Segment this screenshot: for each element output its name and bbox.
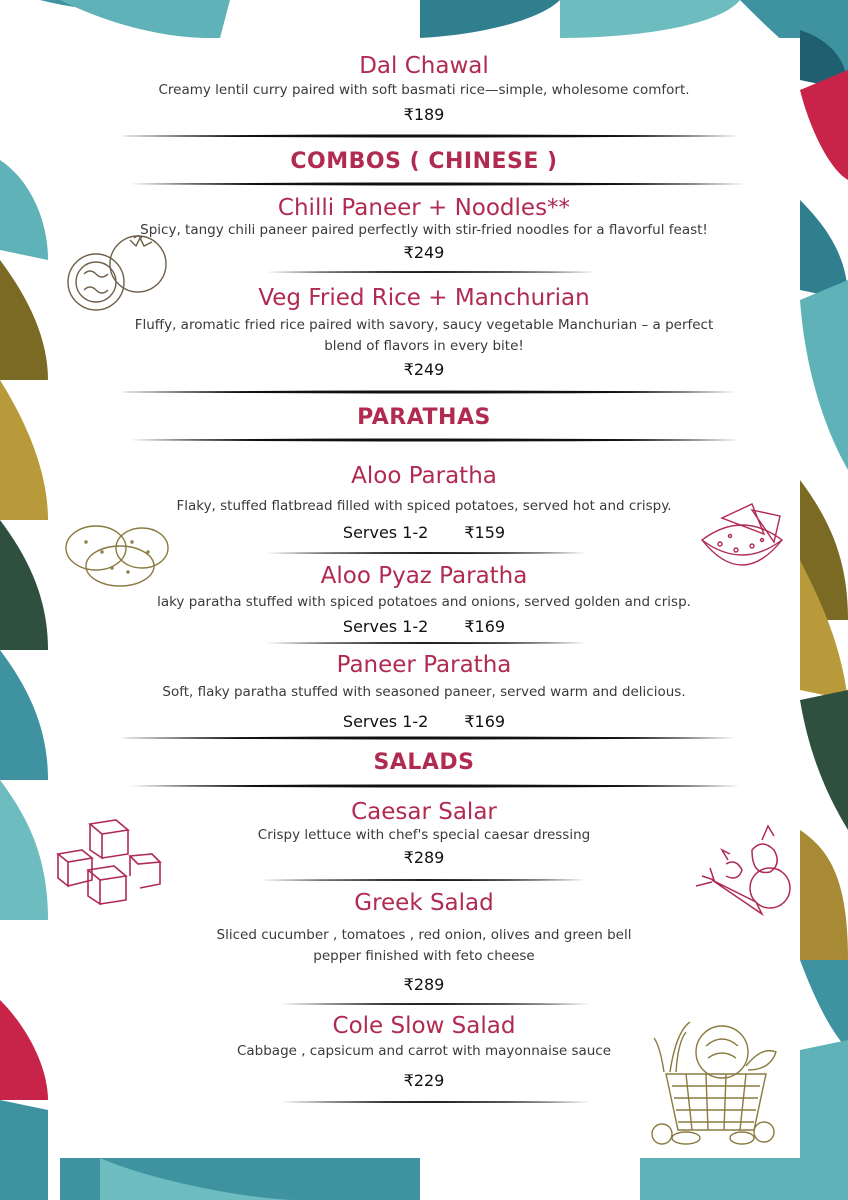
item-price-cole-slow-salad: ₹229 bbox=[403, 1071, 445, 1090]
divider bbox=[130, 438, 740, 442]
divider bbox=[130, 182, 746, 186]
divider bbox=[120, 390, 736, 394]
item-title-aloo-paratha: Aloo Paratha bbox=[351, 463, 497, 489]
vegetables-illustration bbox=[692, 820, 796, 920]
vegetable-basket-illustration bbox=[646, 1016, 786, 1146]
item-desc-aloo-pyaz-paratha: laky paratha stuffed with spiced potatoes and onions, served golden and crisp. bbox=[157, 594, 691, 610]
divider bbox=[120, 736, 736, 740]
item-desc-caesar-salad: Crispy lettuce with chef's special caesar dressing bbox=[257, 827, 591, 843]
item-desc-chilli-paneer: Spicy, tangy chili paneer paired perfectly with stir-fried noodles for a flavorful feast! bbox=[140, 222, 708, 238]
menu-card bbox=[48, 38, 800, 1158]
divider bbox=[130, 784, 740, 788]
divider bbox=[280, 1100, 590, 1104]
pizza-slices-illustration bbox=[692, 500, 792, 580]
item-price-aloo-pyaz-paratha: ₹169 bbox=[464, 617, 506, 636]
item-desc-paneer-paratha: Soft, flaky paratha stuffed with seasoned paneer, served warm and delicious. bbox=[162, 684, 686, 700]
item-title-aloo-pyaz-paratha: Aloo Pyaz Paratha bbox=[320, 563, 528, 589]
section-title-combos: COMBOS ( CHINESE ) bbox=[290, 149, 558, 174]
serves-label: Serves 1-2 bbox=[342, 617, 429, 636]
item-price-chilli-paneer: ₹249 bbox=[403, 243, 445, 262]
serves-label: Serves 1-2 bbox=[342, 712, 429, 731]
item-title-veg-fried-rice: Veg Fried Rice + Manchurian bbox=[258, 285, 590, 311]
item-title-greek-salad: Greek Salad bbox=[354, 890, 494, 916]
divider bbox=[266, 551, 586, 555]
item-price-dal-chawal: ₹189 bbox=[403, 105, 445, 124]
tomato-illustration bbox=[64, 234, 174, 314]
item-title-caesar-salad: Caesar Salar bbox=[351, 799, 497, 825]
item-title-chilli-paneer: Chilli Paneer + Noodles** bbox=[277, 195, 571, 221]
item-title-paneer-paratha: Paneer Paratha bbox=[336, 652, 512, 678]
item-desc-cole-slow-salad: Cabbage , capsicum and carrot with mayonnaise sauce bbox=[236, 1043, 612, 1059]
serves-label: Serves 1-2 bbox=[342, 523, 429, 542]
item-price-caesar-salad: ₹289 bbox=[403, 848, 445, 867]
item-serves-price-aloo-pyaz-paratha bbox=[48, 616, 800, 638]
item-price-paneer-paratha: ₹169 bbox=[464, 712, 506, 731]
item-price-greek-salad: ₹289 bbox=[403, 975, 445, 994]
item-desc-greek-salad-line1: Sliced cucumber , tomatoes , red onion, olives and green bell bbox=[216, 927, 632, 943]
item-desc-dal-chawal: Creamy lentil curry paired with soft basmati rice—simple, wholesome comfort. bbox=[158, 82, 690, 98]
section-title-salads: SALADS bbox=[373, 750, 475, 775]
item-title-cole-slow-salad: Cole Slow Salad bbox=[332, 1013, 516, 1039]
item-price-veg-fried-rice: ₹249 bbox=[403, 360, 445, 379]
divider bbox=[120, 134, 740, 138]
section-title-parathas: PARATHAS bbox=[357, 405, 491, 430]
divider bbox=[280, 1002, 590, 1006]
divider bbox=[260, 878, 586, 882]
item-price-aloo-paratha: ₹159 bbox=[464, 523, 506, 542]
item-title-dal-chawal: Dal Chawal bbox=[359, 53, 489, 79]
item-desc-veg-fried-rice-line2: blend of flavors in every bite! bbox=[324, 338, 524, 354]
cubes-illustration bbox=[54, 818, 162, 914]
divider bbox=[266, 641, 586, 645]
item-desc-veg-fried-rice-line1: Fluffy, aromatic fried rice paired with savory, saucy vegetable Manchurian – a perfect bbox=[134, 317, 714, 333]
item-serves-price-paneer-paratha bbox=[48, 711, 800, 733]
item-desc-aloo-paratha: Flaky, stuffed flatbread filled with spiced potatoes, served hot and crispy. bbox=[176, 498, 672, 514]
item-desc-greek-salad-line2: pepper finished with feto cheese bbox=[313, 948, 535, 964]
divider bbox=[266, 270, 596, 274]
potatoes-illustration bbox=[62, 522, 172, 588]
